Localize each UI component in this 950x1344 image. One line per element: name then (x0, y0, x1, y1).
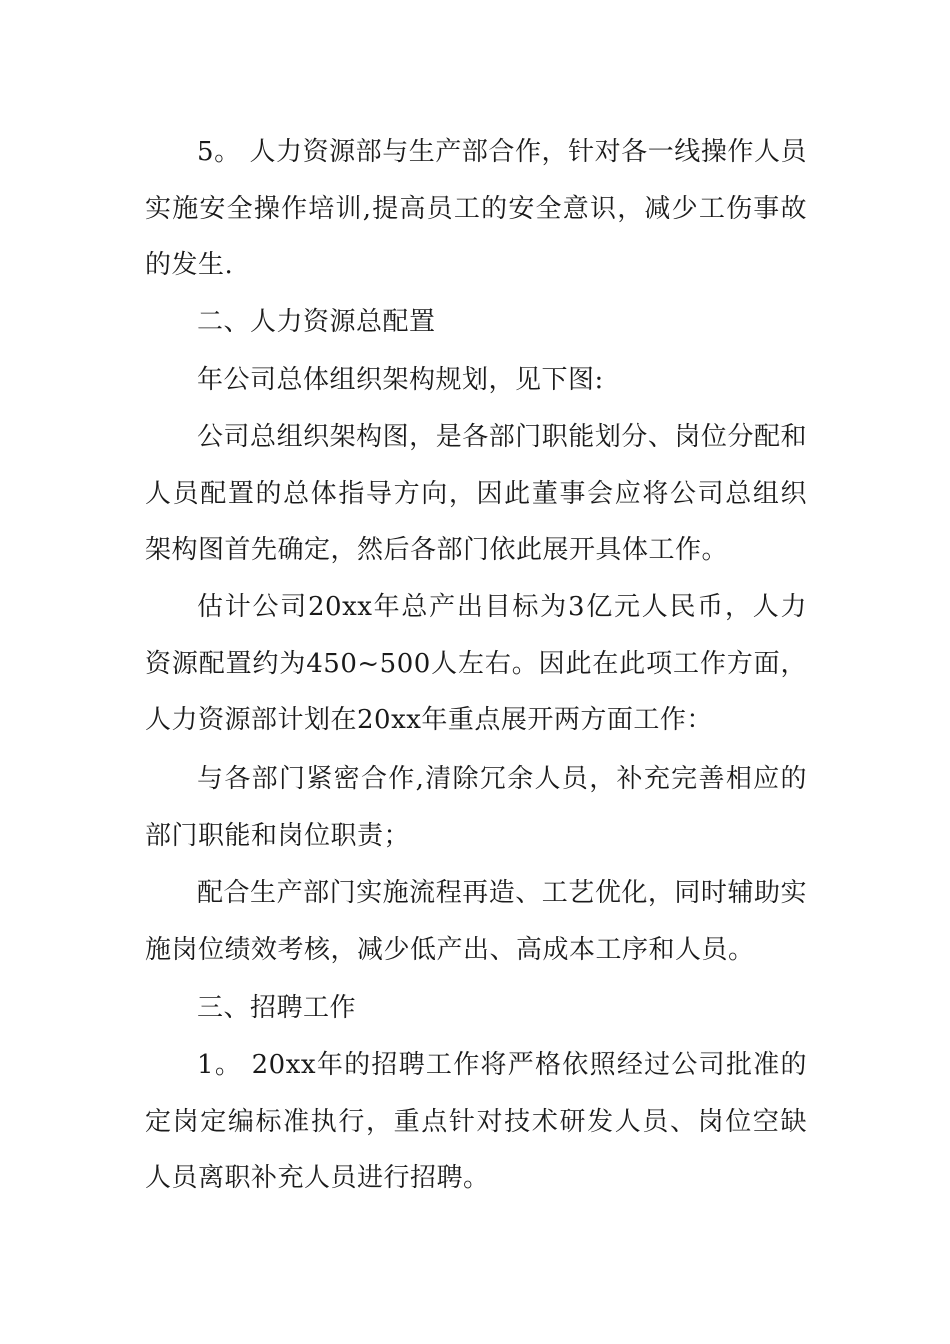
paragraph-department-cooperation: 与各部门紧密合作,清除冗余人员，补充完善相应的部门职能和岗位职责； (145, 764, 807, 851)
paragraph-org-plan: 年公司总体组织架构规划，见下图: (197, 365, 604, 395)
paragraph-org-chart: 公司总组织架构图，是各部门职能划分、岗位分配和人员配置的总体指导方向，因此董事会应将公司总组织架构图首先确定，然后各部门依此展开具体工作。 (145, 422, 807, 565)
paragraph-output-target: 估计公司20xx年总产出目标为3亿元人民币，人力资源配置约为450~500人左右。因此在此项工作方面，人力资源部计划在20xx年重点展开两方面工作： (145, 592, 807, 735)
section-heading-hr-allocation: 二、人力资源总配置 (197, 307, 436, 337)
paragraph-process-reengineering: 配合生产部门实施流程再造、工艺优化，同时辅助实施岗位绩效考核，减少低产出、高成本工序和人员。 (145, 878, 807, 965)
paragraph-recruitment-plan: 1。 20xx年的招聘工作将严格依照经过公司批准的定岗定编标准执行，重点针对技术研发人员、岗位空缺人员离职补充人员进行招聘。 (145, 1050, 807, 1193)
section-heading-recruitment: 三、招聘工作 (197, 993, 357, 1023)
paragraph-safety-training: 5。 人力资源部与生产部合作，针对各一线操作人员实施安全操作培训,提高员工的安全意识，减少工伤事故的发生. (145, 137, 807, 280)
